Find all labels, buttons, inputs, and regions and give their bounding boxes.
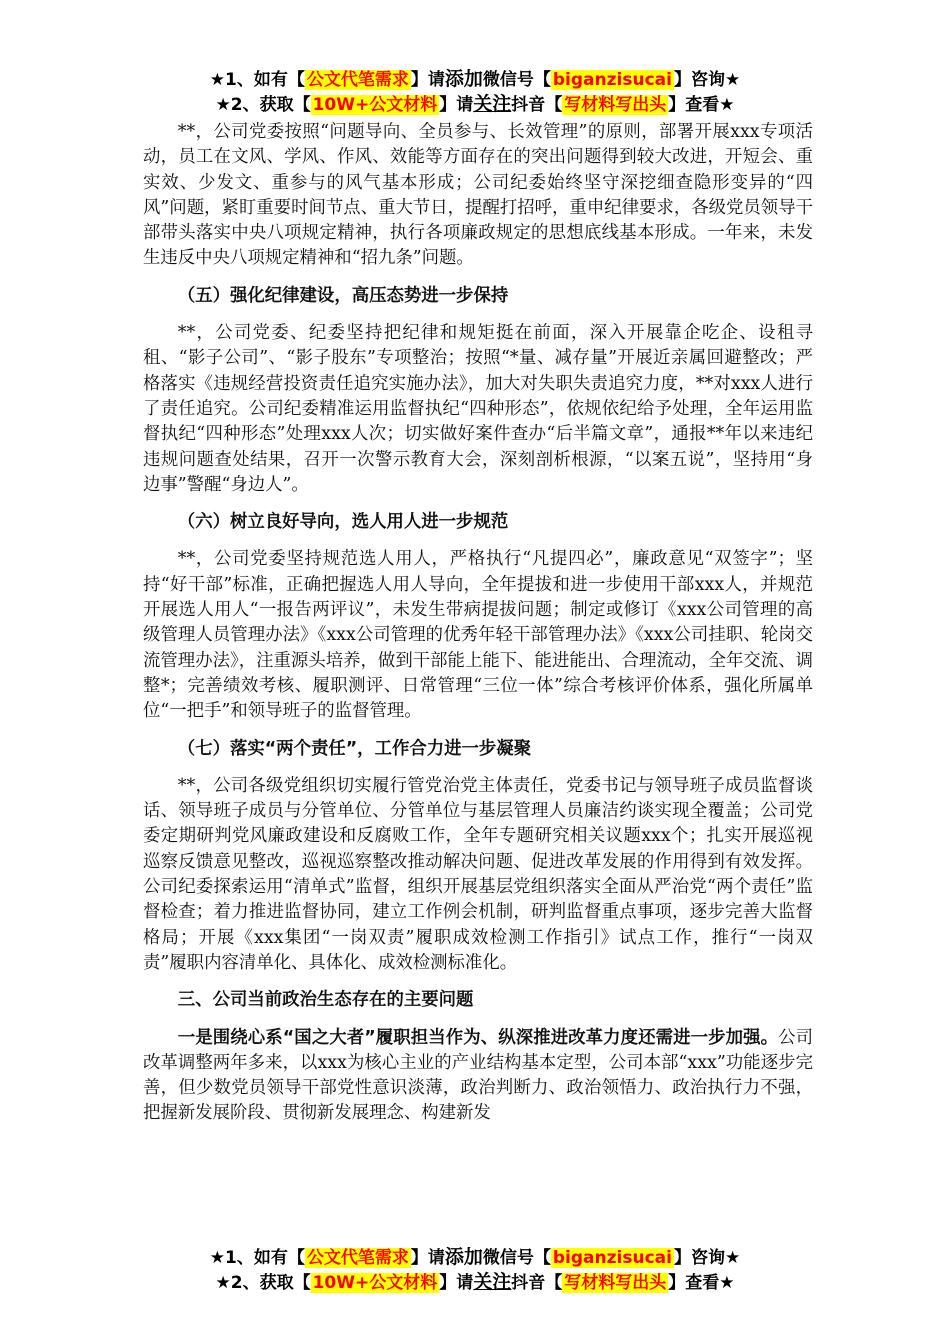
- section-heading-6: （六）树立良好导向，选人用人进一步规范: [177, 512, 509, 533]
- ad-text: 】请: [439, 95, 474, 115]
- paragraph: **，公司各级党组织切实履行管党治党主体责任，党委书记与领导班子成员监督谈话、领导班子成员与分管单位、分管单位与基层管理人员廉洁约谈实现全覆盖；公司党委定期研判党风廉政建设和反腐败工作，全年专题研究相关议题xxx个；扎实开展巡视巡察反馈意见整改，巡视巡察整改推动解决问题、促进改革发展的作用得到有效发挥。公司纪委探索运用“清单式”监督，组织开展基层党组织落实全面从严治党“两个责任”监督检查；着力推进监督协同，建立工作例会机制，研判监督重点事项，逐步完善大监督格局；开展《xxx集团“一岗双责”履职成效检测工作指引》试点工作，推行“一岗双责”履职内容清单化、具体化、成效检测标准化。: [143, 775, 813, 973]
- ad-text: 抖音【: [511, 1273, 563, 1293]
- ad-text: 微信号【: [482, 70, 551, 90]
- ad-douyin-id: 写材料写出头: [564, 95, 667, 115]
- ad-text: 微信号【: [482, 1248, 551, 1268]
- ad-text: ★1、如有【: [209, 70, 305, 90]
- header-ad-line-2: [0, 93, 950, 116]
- footer-ad-line-1: [0, 1246, 950, 1269]
- paragraph: **，公司党委、纪委坚持把纪律和规矩挺在前面，深入开展靠企吃企、设租寻租、“影子公司”、“影子股东”专项整治；按照“*量、减存量”开展近亲属回避整改；严格落实《违规经营投资责任追究实施办法》，加大对失职失责追究力度，**对xxx人进行了责任追究。公司纪委精准运用监督执纪“四种形态”，依规依纪给予处理，全年运用监督执纪“四种形态”处理xxx人次；切实做好案件查办“后半篇文章”，通报**年以来违纪违规问题查处结果，召开一次警示教育大会，深刻剖析根源，“以案五说”，坚持用“身边事”警醒“身边人”。: [143, 323, 813, 495]
- section-heading-7: （七）落实“两个责任”，工作合力进一步凝聚: [177, 738, 532, 759]
- ad-emphasis: 添加: [444, 68, 483, 90]
- header-ad-line-1: [0, 68, 950, 91]
- ad-text: 】请: [410, 1248, 445, 1268]
- paragraph: **，公司党委按照“问题导向、全员参与、长效管理”的原则，部署开展xxx专项活动，员工在文风、学风、作风、效能等方面存在的突出问题得到较大改进，开短会、重实效、少发文、重参与的风气基本形成；公司纪委始终坚守深挖细查隐形变异的“四风”问题，紧盯重要时间节点、重大节日，提醒打招呼，重申纪律要求，各级党员领导干部带头落实中央八项规定精神，执行各项廉政规定的思想底线基本形成。一年来，未发生违反中央八项规定精神和“招九条”问题。: [143, 122, 813, 269]
- ad-text: 抖音【: [511, 95, 563, 115]
- ad-emphasis: 添加: [444, 1246, 483, 1268]
- ad-highlight: 公文代笔需求: [306, 1248, 409, 1268]
- ad-highlight: 10W+公文材料: [312, 1273, 438, 1293]
- footer-ad-line-2: [0, 1271, 950, 1294]
- ad-wechat-id: biganzisucai: [552, 1248, 672, 1268]
- paragraph: **，公司党委坚持规范选人用人，严格执行“凡提四必”，廉政意见“双签字”；坚持“好干部”标准，正确把握选人用人导向，全年提拔和进一步使用干部xxx人，并规范开展选人用人“一报告两评议”，未发生带病提拔问题；制定或修订《xxx公司管理的高级管理人员管理办法》《xxx公司管理的优秀年轻干部管理办法》《xxx公司挂职、轮岗交流管理办法》，注重源头培养，做到干部能上能下、能进能出、合理流动，全年交流、调整*；完善绩效考核、履职测评、日常管理“三位一体”综合考核评价体系，强化所属单位“一把手”和领导班子的监督管理。: [143, 549, 813, 722]
- document-body: [143, 120, 813, 1127]
- ad-text: 】咨询★: [673, 70, 741, 90]
- ad-highlight: 公文代笔需求: [306, 70, 409, 90]
- ad-text: ★1、如有【: [209, 1248, 305, 1268]
- ad-text: 】查看★: [668, 95, 735, 115]
- ad-text: ★2、获取【: [215, 1273, 311, 1293]
- ad-emphasis: 关注: [473, 93, 512, 115]
- ad-douyin-id: 写材料写出头: [564, 1273, 667, 1293]
- section-heading-5: （五）强化纪律建设，高压态势进一步保持: [177, 285, 509, 306]
- paragraph: [143, 1026, 813, 1127]
- ad-text: 】查看★: [668, 1273, 735, 1293]
- ad-emphasis: 关注: [473, 1271, 512, 1293]
- paragraph-text: 公司改革调整两年多来，以xxx为核心主业的产业结构基本定型，公司本部“xxx”功能逐步完善，但少数党员领导干部党性意识淡薄，政治判断力、政治领悟力、政治执行力不强，把握新发展阶段、贯彻新发展理念、构建新发: [143, 1027, 813, 1124]
- ad-highlight: 10W+公文材料: [312, 95, 438, 115]
- paragraph-lead: 一是围绕心系“国之大者”履职担当作为、纵深推进改革力度还需进一步加强。: [177, 1027, 779, 1048]
- ad-text: 】咨询★: [673, 1248, 741, 1268]
- ad-text: 】请: [439, 1273, 474, 1293]
- ad-text: 】请: [410, 70, 445, 90]
- ad-wechat-id: biganzisucai: [552, 70, 672, 90]
- section-heading-3: 三、公司当前政治生态存在的主要问题: [177, 990, 474, 1011]
- ad-text: ★2、获取【: [215, 95, 311, 115]
